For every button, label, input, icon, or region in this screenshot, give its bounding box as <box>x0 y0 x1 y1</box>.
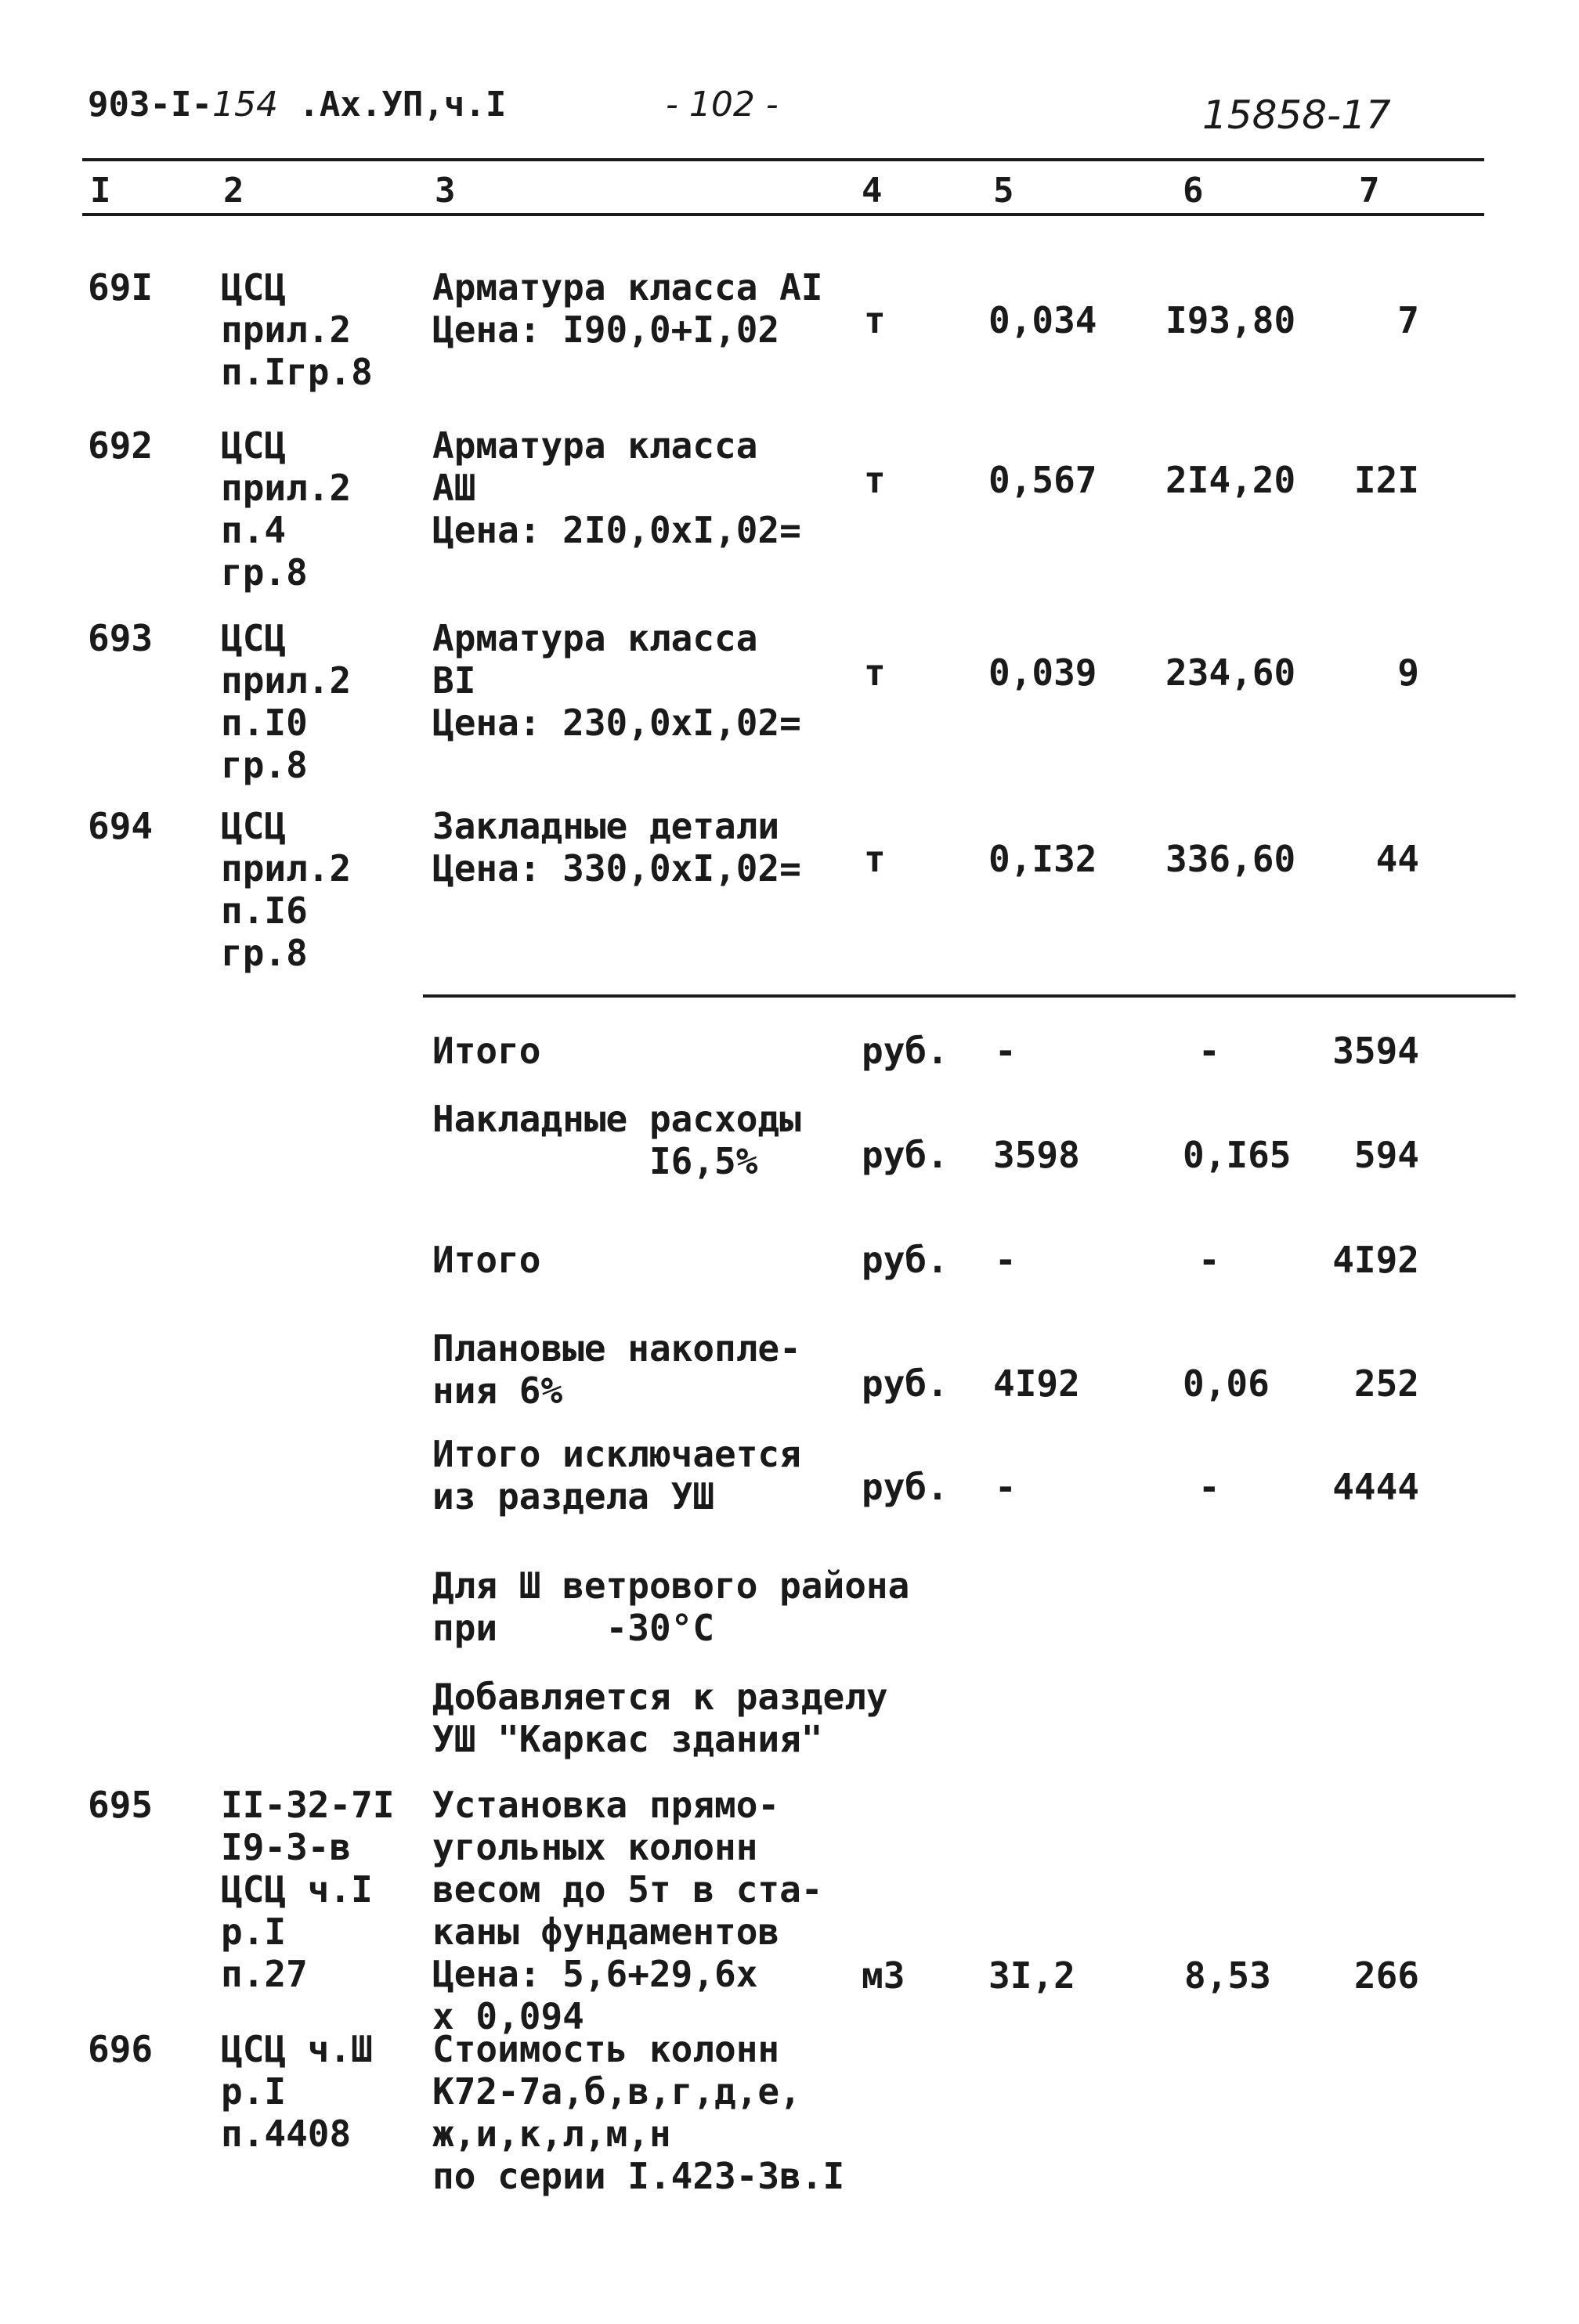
summary-quantity: - <box>995 1239 1017 1281</box>
row-quantity: 3I,2 <box>988 1954 1075 1997</box>
document-section: .Ах.УП,ч.I <box>277 85 507 125</box>
summary-unit: руб. <box>862 1362 948 1405</box>
row-reference: ЦСЦ прил.2 п.I6 гр.8 <box>221 805 352 974</box>
column-header-6: 6 <box>1183 171 1204 211</box>
row-quantity: 0,039 <box>988 651 1097 694</box>
row-total: I2I <box>1353 459 1419 501</box>
summary-quantity: 3598 <box>993 1134 1080 1176</box>
summary-label: Итого <box>432 1239 541 1281</box>
summary-unit: руб. <box>862 1134 948 1176</box>
row-quantity: 0,034 <box>988 299 1097 341</box>
summary-total: 4444 <box>1332 1466 1419 1508</box>
document-code-prefix: 903-I- <box>88 85 212 125</box>
note-wind-region: Для Ш ветрового района при -30°С <box>432 1564 910 1649</box>
page-number: - 102 - <box>666 85 779 125</box>
row-number: 69I <box>88 266 154 309</box>
row-unit: т <box>864 651 886 694</box>
column-header-2: 2 <box>223 171 244 211</box>
summary-label: Плановые накопле- ния 6% <box>432 1327 801 1412</box>
row-number: 695 <box>88 1784 154 1826</box>
stamp-number: 15858-17 <box>1202 92 1391 138</box>
row-price: 2I4,20 <box>1165 459 1296 501</box>
row-quantity: 0,567 <box>988 459 1097 501</box>
column-header-3: 3 <box>435 171 456 211</box>
column-header-7: 7 <box>1359 171 1380 211</box>
row-number: 692 <box>88 424 154 467</box>
summary-total: 3594 <box>1332 1030 1419 1072</box>
summary-unit: руб. <box>862 1239 948 1281</box>
row-unit: м3 <box>862 1954 905 1997</box>
row-number: 694 <box>88 805 154 847</box>
note-added-to-section: Добавляется к разделу УШ "Каркас здания" <box>432 1676 888 1760</box>
summary-rate: 0,I65 <box>1183 1134 1292 1176</box>
row-description: Установка прямо- угольных колонн весом до 5т в ста- каны фундаментов Цена: 5,6+29,6х х 0,094 <box>432 1784 823 2037</box>
summary-label: Накладные расходы I6,5% <box>432 1098 801 1182</box>
row-total: 7 <box>1397 299 1419 341</box>
row-reference: ЦСЦ прил.2 п.I0 гр.8 <box>221 617 352 786</box>
summary-rate: - <box>1198 1466 1220 1508</box>
summary-total: 4I92 <box>1332 1239 1419 1281</box>
summary-rule <box>423 994 1516 998</box>
top-rule <box>82 158 1484 161</box>
row-price: 8,53 <box>1184 1954 1271 1997</box>
row-description: Арматура класса AШ Цена: 2I0,0хI,02= <box>432 424 801 551</box>
row-price: 336,60 <box>1165 838 1296 880</box>
column-header-1: I <box>90 171 111 211</box>
row-unit: т <box>864 838 886 880</box>
row-description: Закладные детали Цена: 330,0хI,02= <box>432 805 801 890</box>
summary-unit: руб. <box>862 1466 948 1508</box>
row-reference: ЦСЦ прил.2 п.Iгр.8 <box>221 266 373 393</box>
summary-label: Итого <box>432 1030 541 1072</box>
summary-total: 252 <box>1353 1362 1419 1405</box>
row-quantity: 0,I32 <box>988 838 1097 880</box>
row-unit: т <box>864 299 886 341</box>
summary-total: 594 <box>1353 1134 1419 1176</box>
row-number: 693 <box>88 617 154 659</box>
column-header-4: 4 <box>862 171 883 211</box>
row-number: 696 <box>88 2028 154 2070</box>
summary-unit: руб. <box>862 1030 948 1072</box>
row-price: 234,60 <box>1165 651 1296 694</box>
row-description: Арматура класса AI Цена: I90,0+I,02 <box>432 266 823 351</box>
column-header-5: 5 <box>993 171 1014 211</box>
row-reference: ЦСЦ прил.2 п.4 гр.8 <box>221 424 352 594</box>
row-description: Арматура класса BI Цена: 230,0хI,02= <box>432 617 801 744</box>
summary-rate: 0,06 <box>1183 1362 1270 1405</box>
summary-rate: - <box>1198 1239 1220 1281</box>
document-code <box>88 85 506 125</box>
column-header-rule <box>82 213 1484 216</box>
row-reference: ЦСЦ ч.Ш р.I п.4408 <box>221 2028 373 2155</box>
row-total: 9 <box>1397 651 1419 694</box>
summary-rate: - <box>1198 1030 1220 1072</box>
summary-quantity: - <box>995 1030 1017 1072</box>
summary-quantity: - <box>995 1466 1017 1508</box>
document-code-handwritten: 154 <box>211 85 278 125</box>
summary-label: Итого исключается из раздела УШ <box>432 1433 801 1517</box>
row-reference: II-32-7I I9-3-в ЦСЦ ч.I р.I п.27 <box>221 1784 395 1995</box>
row-unit: т <box>864 459 886 501</box>
row-description: Стоимость колонн К72-7а,б,в,г,д,е, ж,и,к,л,м,н по серии I.423-3в.I <box>432 2028 845 2197</box>
row-price: I93,80 <box>1165 299 1296 341</box>
summary-quantity: 4I92 <box>993 1362 1080 1405</box>
row-total: 266 <box>1353 1954 1419 1997</box>
row-total: 44 <box>1375 838 1419 880</box>
